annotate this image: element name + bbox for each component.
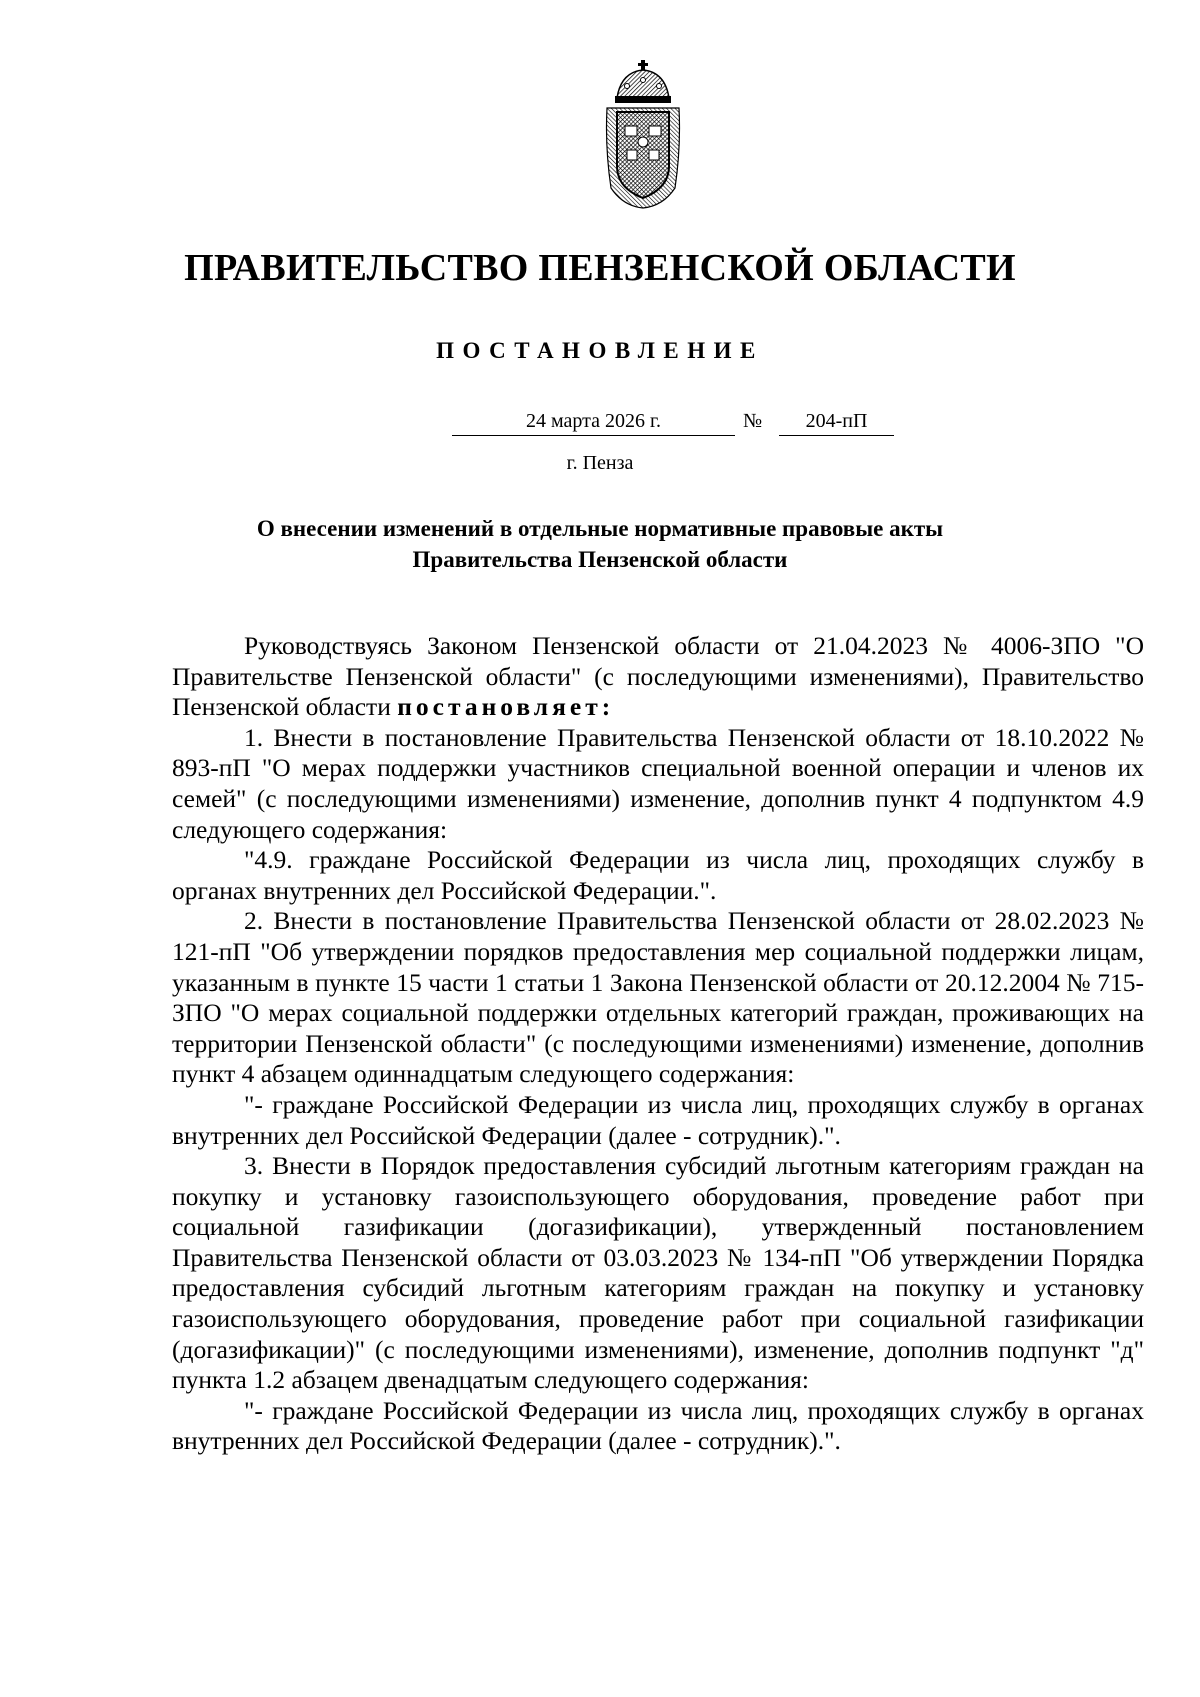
date-number-line bbox=[0, 410, 1200, 442]
paragraph-1: 1. Внести в постановление Правительства Пензенской области от 18.10.2022 № 893-пП "О мерах поддержки участников специальной военной операции и членов их семей" (с последующими изменениями) изменение, дополнив пункт 4 подпунктом 4.9 следующего содержания: bbox=[172, 722, 1144, 844]
number-sign: № bbox=[743, 410, 763, 432]
paragraph-3-quote: "- граждане Российской Федерации из числа лиц, проходящих службу в органах внутренних дел Российской Федерации (далее - сотрудник).". bbox=[172, 1395, 1144, 1456]
document-body bbox=[172, 631, 1144, 1457]
city: г. Пенза bbox=[566, 452, 634, 474]
document-number: 204-пП bbox=[779, 410, 894, 436]
subject-line-2: Правительства Пензенской области bbox=[412, 547, 788, 572]
paragraph-2: 2. Внести в постановление Правительства Пензенской области от 28.02.2023 № 121-пП "Об утверждении порядков предоставления мер социальной поддержки лицам, указанным в пункте 15 части 1 статьи 1 Закона Пензенской области от 20.12.2004 № 715-ЗПО "О мерах социальной поддержки отдельных категорий граждан, проживающих на территории Пензенской области" (с последующими изменениями) изменение, дополнив пункт 4 абзацем одиннадцатым следующего содержания: bbox=[172, 906, 1144, 1089]
paragraph-1-quote: "4.9. граждане Российской Федерации из числа лиц, проходящих службу в органах внутренних дел Российской Федерации.". bbox=[172, 845, 1144, 905]
paragraph-3: 3. Внести в Порядок предоставления субсидий льготным категориям граждан на покупку и установку газоиспользующего оборудования, проведение работ при социальной газификации (догазификации), утвержденный постановлением Правительства Пензенской области от 03.03.2023 № 134-пП "Об утверждении Порядка предоставления субсидий льготным категориям граждан на покупку и установку газоиспользующего оборудования, проведение работ при социальной газификации (догазификации)" (с последующими изменениями), изменение, дополнив подпункт "д" пункта 1.2 абзацем двенадцатым следующего содержания: bbox=[172, 1151, 1144, 1395]
document-type: ПОСТАНОВЛЕНИЕ bbox=[436, 338, 764, 363]
paragraph-2-quote: "- граждане Российской Федерации из числа лиц, проходящих службу в органах внутренних дел Российской Федерации (далее - сотрудник).". bbox=[172, 1089, 1144, 1150]
document-date: 24 марта 2026 г. bbox=[452, 410, 735, 436]
subject-line-1: О внесении изменений в отдельные нормативные правовые акты bbox=[256, 516, 944, 541]
coat-of-arms-emblem-icon bbox=[603, 58, 683, 212]
preamble-text: Руководствуясь Законом Пензенской области от 21.04.2023 № 4006-ЗПО "О Правительстве Пензенской области" (с последующими изменениями), Правительство Пензенской области bbox=[172, 631, 1144, 722]
document-subject bbox=[150, 513, 1050, 575]
preamble-paragraph bbox=[172, 631, 1144, 723]
resolves-word: постановляет: bbox=[397, 692, 615, 722]
organization-title: ПРАВИТЕЛЬСТВО ПЕНЗЕНСКОЙ ОБЛАСТИ bbox=[184, 247, 1016, 289]
